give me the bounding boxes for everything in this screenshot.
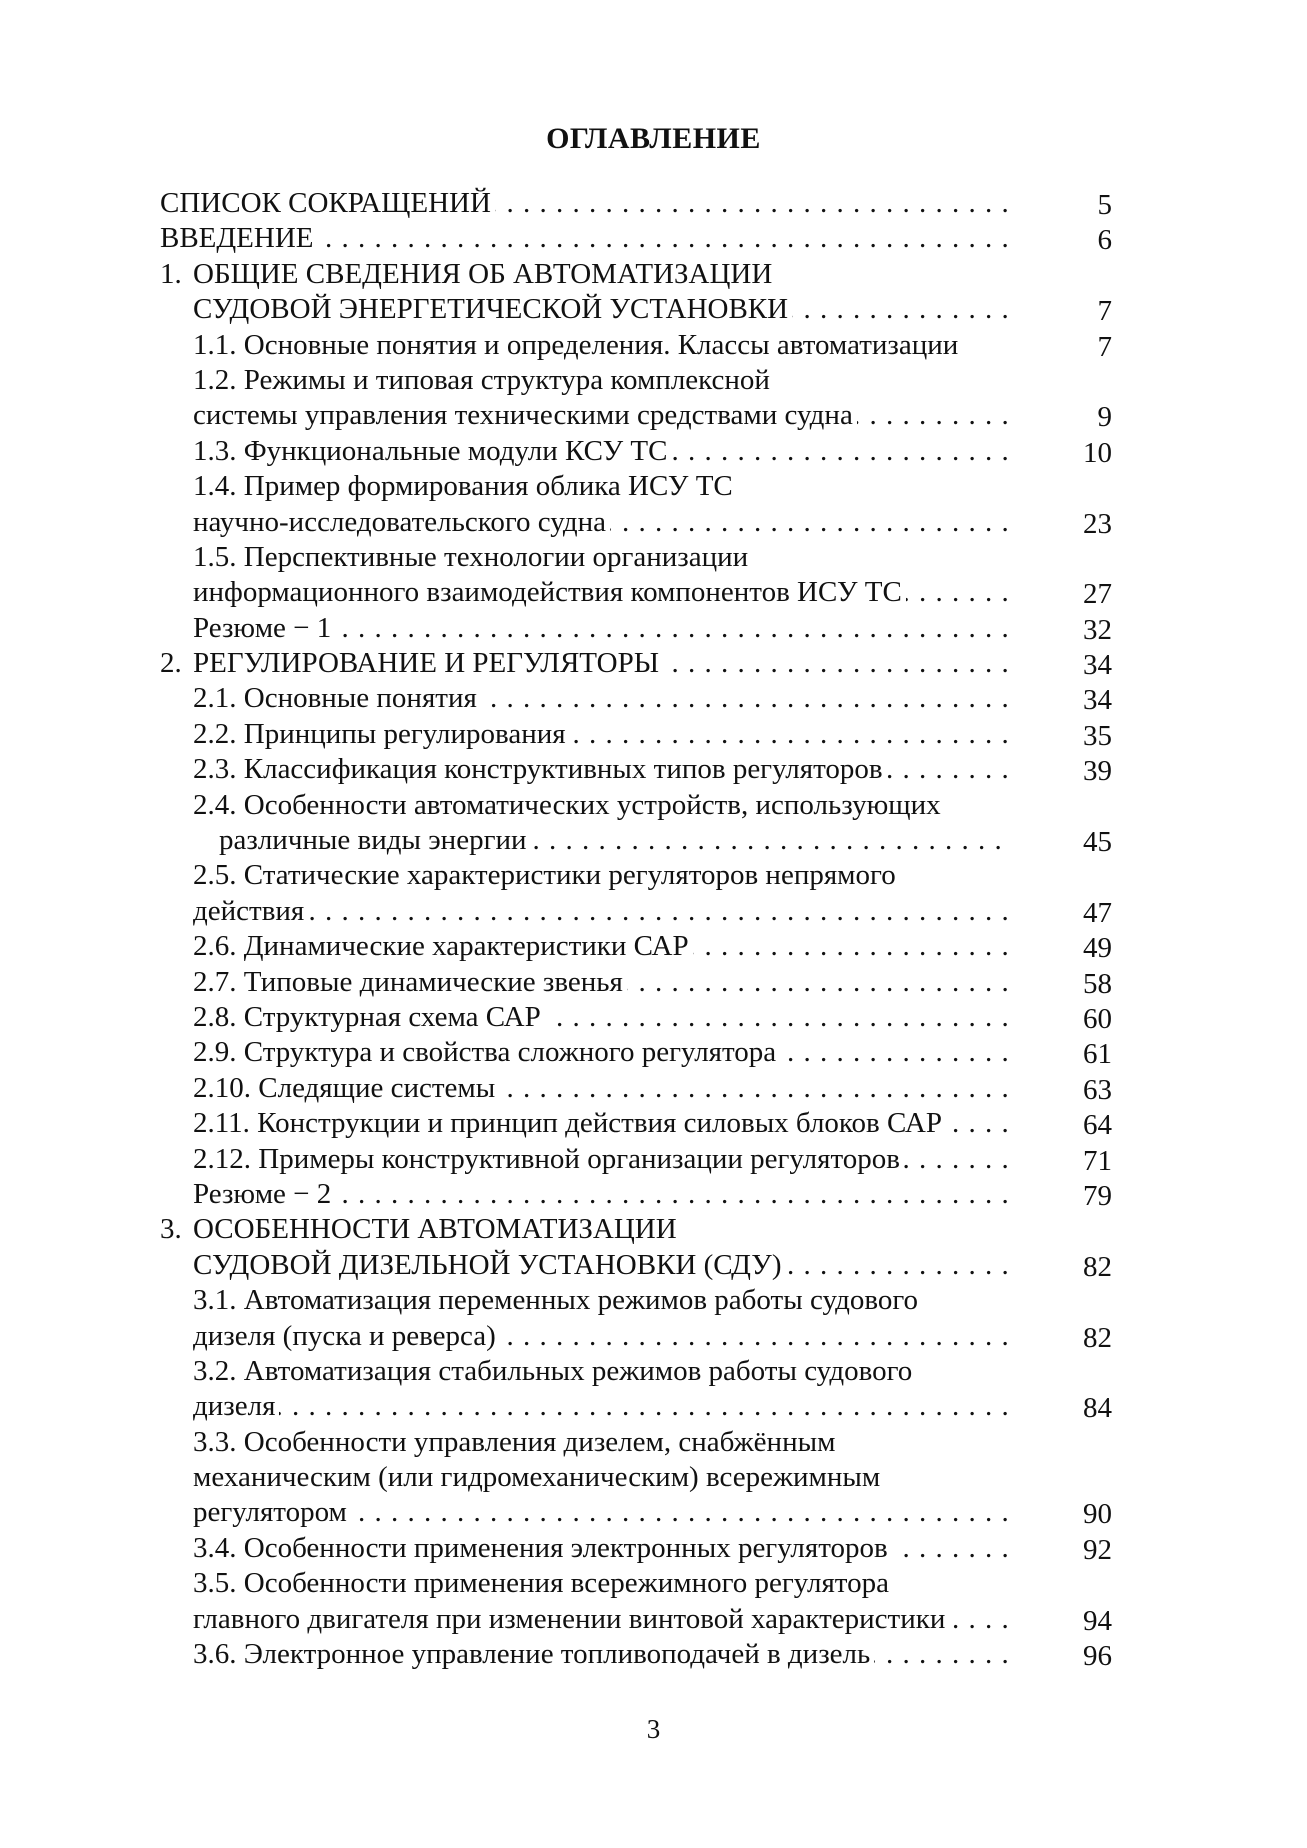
toc-entry-title: 3.6. Электронное управление топливоподачей в дизель xyxy=(193,1638,874,1670)
toc-entry-title: информационного взаимодействия компонентов ИСУ ТС xyxy=(193,576,906,608)
toc-entry-page: 34 xyxy=(1083,649,1112,682)
toc-entry-title: различные виды энергии xyxy=(219,824,531,856)
page-number: 3 xyxy=(646,1714,661,1744)
toc-entry-title: 1.3. Функциональные модули КСУ ТС xyxy=(193,435,671,467)
toc-entry[interactable] xyxy=(187,681,1112,716)
toc-entry-title: 2.12. Примеры конструктивной организации регуляторов xyxy=(193,1143,904,1175)
toc-entry[interactable] xyxy=(187,1142,1112,1177)
toc-entry-title: Резюме − 2 xyxy=(193,1178,335,1210)
toc-entry[interactable] xyxy=(187,1319,1112,1354)
toc-entry-number: 3. xyxy=(160,1213,182,1246)
toc-entry[interactable] xyxy=(187,1283,1112,1318)
toc-entry[interactable] xyxy=(187,575,1112,610)
toc-entry[interactable] xyxy=(187,1637,1112,1672)
toc-entry-page: 5 xyxy=(1097,189,1112,221)
toc-entry-page: 84 xyxy=(1083,1392,1112,1425)
toc-entry-title: 3.5. Особенности применения всережимного регулятора xyxy=(193,1567,893,1599)
toc-entry-title: 2.8. Структурная схема САР xyxy=(193,1001,545,1033)
toc-entry-title: 1.2. Режимы и типовая структура комплексной xyxy=(193,364,774,396)
toc-entry[interactable] xyxy=(187,363,1112,398)
toc-entry[interactable] xyxy=(187,1602,1112,1637)
toc-entry[interactable] xyxy=(187,858,1112,893)
toc-entry-page: 58 xyxy=(1083,967,1112,1000)
toc-entry[interactable] xyxy=(187,1425,1112,1460)
toc-entry-page: 7 xyxy=(1097,330,1112,363)
toc-entry-number: 2. xyxy=(160,647,182,680)
toc-entry-title: 2.1. Основные понятия xyxy=(193,682,481,714)
toc-entry[interactable] xyxy=(187,398,1112,433)
toc-entry[interactable] xyxy=(187,292,1112,327)
toc-entry[interactable] xyxy=(160,1212,1112,1247)
toc-entry-page: 79 xyxy=(1083,1179,1112,1212)
toc-entry-page: 10 xyxy=(1083,436,1112,469)
toc-entry-title: 2.2. Принципы регулирования xyxy=(193,718,570,750)
toc-entry-title: 3.3. Особенности управления дизелем, снабжённым xyxy=(193,1426,839,1458)
toc-entry[interactable] xyxy=(187,1035,1112,1070)
toc-entry-page: 7 xyxy=(1097,295,1112,328)
toc-entry[interactable] xyxy=(187,752,1112,787)
toc-entry[interactable] xyxy=(187,1000,1112,1035)
toc-entry-title: ОСОБЕННОСТИ АВТОМАТИЗАЦИИ xyxy=(193,1213,681,1245)
toc-entry-title: ВВЕДЕНИЕ xyxy=(160,222,318,254)
toc-entry-title: 2.3. Классификация конструктивных типов регуляторов xyxy=(193,753,887,785)
toc-entry-page: 35 xyxy=(1083,719,1112,752)
toc-entry-page: 64 xyxy=(1083,1109,1112,1142)
toc-entry[interactable] xyxy=(187,1071,1112,1106)
toc-entry-title: действия xyxy=(193,895,308,927)
toc-entry[interactable] xyxy=(160,646,1112,682)
toc-entry[interactable] xyxy=(187,469,1112,504)
toc-entry-title: дизеля xyxy=(193,1390,279,1422)
toc-entry-page: 49 xyxy=(1083,932,1112,965)
toc-entry-title: 2.6. Динамические характеристики САР xyxy=(193,930,693,962)
toc-entry-title: 2.5. Статические характеристики регуляторов непрямого xyxy=(193,859,900,891)
toc-entry[interactable] xyxy=(187,788,1112,823)
toc-entry-title: СУДОВОЙ ДИЗЕЛЬНОЙ УСТАНОВКИ (СДУ) xyxy=(193,1249,785,1281)
toc-entry[interactable] xyxy=(187,611,1112,646)
toc-entry-number: 1. xyxy=(160,257,182,290)
toc-entry-title: регулятором xyxy=(193,1496,351,1528)
toc-entry-title: главного двигателя при изменении винтовой характеристики xyxy=(193,1603,949,1635)
toc-entry-title: 2.10. Следящие системы xyxy=(193,1072,499,1104)
toc-entry-title: СУДОВОЙ ЭНЕРГЕТИЧЕСКОЙ УСТАНОВКИ xyxy=(193,293,792,325)
toc-entry[interactable] xyxy=(187,1566,1112,1601)
toc-heading: ОГЛАВЛЕНИЕ xyxy=(546,122,761,155)
toc-entry-page: 32 xyxy=(1083,613,1112,646)
toc-entry[interactable] xyxy=(187,434,1112,469)
toc-entry-page: 71 xyxy=(1083,1144,1112,1177)
toc-entry-title: системы управления техническими средствами судна xyxy=(193,399,857,431)
toc-entry-page: 96 xyxy=(1083,1640,1112,1673)
toc-entry[interactable] xyxy=(187,929,1112,964)
toc-entry-title: 3.4. Особенности применения электронных регуляторов xyxy=(193,1532,892,1564)
toc-entry-title: 2.9. Структура и свойства сложного регулятора xyxy=(193,1036,780,1068)
toc-entry-title: 1.1. Основные понятия и определения. Классы автоматизации xyxy=(193,329,962,361)
toc-entry[interactable] xyxy=(160,257,1112,292)
toc-entry[interactable] xyxy=(187,1354,1112,1389)
toc-entry[interactable] xyxy=(187,328,1112,363)
toc-entry-title: 1.4. Пример формирования облика ИСУ ТС xyxy=(193,470,737,502)
toc-entry[interactable] xyxy=(187,1106,1112,1141)
toc-entry-title: РЕГУЛИРОВАНИЕ И РЕГУЛЯТОРЫ xyxy=(193,647,663,679)
toc-entry[interactable] xyxy=(187,1531,1112,1566)
toc-entry[interactable] xyxy=(187,505,1112,540)
toc-entry-title: СПИСОК СОКРАЩЕНИЙ xyxy=(160,187,495,219)
toc-entry-title: 2.11. Конструкции и принцип действия силовых блоков САР xyxy=(193,1107,946,1139)
toc-entry-page: 61 xyxy=(1083,1038,1112,1071)
toc-entry[interactable] xyxy=(187,823,1112,858)
toc-entry[interactable] xyxy=(187,1495,1112,1530)
toc-entry-title: 2.4. Особенности автоматических устройств, использующих xyxy=(193,789,945,821)
toc-entry-title: Резюме − 1 xyxy=(193,612,335,644)
toc-entry-title: 2.7. Типовые динамические звенья xyxy=(193,966,627,998)
toc-entry-page: 34 xyxy=(1083,684,1112,717)
toc-entry-page: 27 xyxy=(1083,578,1112,611)
toc-entry[interactable] xyxy=(160,221,1112,257)
toc-entry-page: 47 xyxy=(1083,896,1112,929)
toc-entry-title: дизеля (пуска и реверса) xyxy=(193,1320,500,1352)
toc-entry-page: 39 xyxy=(1083,755,1112,788)
toc-entry-page: 9 xyxy=(1097,401,1112,434)
toc-entry[interactable] xyxy=(187,1177,1112,1212)
toc-list xyxy=(160,186,1112,1673)
toc-entry[interactable] xyxy=(187,1248,1112,1283)
toc-entry-page: 45 xyxy=(1083,826,1112,859)
toc-entry[interactable] xyxy=(187,894,1112,929)
toc-entry-page: 90 xyxy=(1083,1498,1112,1531)
toc-entry-title: 3.2. Автоматизация стабильных режимов работы судового xyxy=(193,1355,916,1387)
toc-entry-title: 1.5. Перспективные технологии организации xyxy=(193,541,752,573)
toc-entry-page: 63 xyxy=(1083,1073,1112,1106)
toc-entry[interactable] xyxy=(187,717,1112,752)
toc-entry-page: 92 xyxy=(1083,1533,1112,1566)
toc-entry[interactable] xyxy=(187,1460,1112,1495)
toc-entry[interactable] xyxy=(160,186,1112,221)
toc-entry-title: механическим (или гидромеханическим) всережимным xyxy=(193,1461,884,1493)
toc-entry-page: 82 xyxy=(1083,1321,1112,1354)
toc-entry[interactable] xyxy=(187,1389,1112,1424)
toc-entry-title: научно-исследовательского судна xyxy=(193,506,610,538)
toc-entry-page: 94 xyxy=(1083,1604,1112,1637)
toc-entry-page: 60 xyxy=(1083,1002,1112,1035)
toc-entry[interactable] xyxy=(187,540,1112,575)
toc-entry[interactable] xyxy=(187,965,1112,1000)
toc-entry-page: 23 xyxy=(1083,507,1112,540)
toc-entry-page: 6 xyxy=(1097,224,1112,257)
toc-entry-title: 3.1. Автоматизация переменных режимов работы судового xyxy=(193,1284,922,1316)
toc-entry-page: 82 xyxy=(1083,1250,1112,1283)
toc-entry-title: ОБЩИЕ СВЕДЕНИЯ ОБ АВТОМАТИЗАЦИИ xyxy=(193,258,776,290)
